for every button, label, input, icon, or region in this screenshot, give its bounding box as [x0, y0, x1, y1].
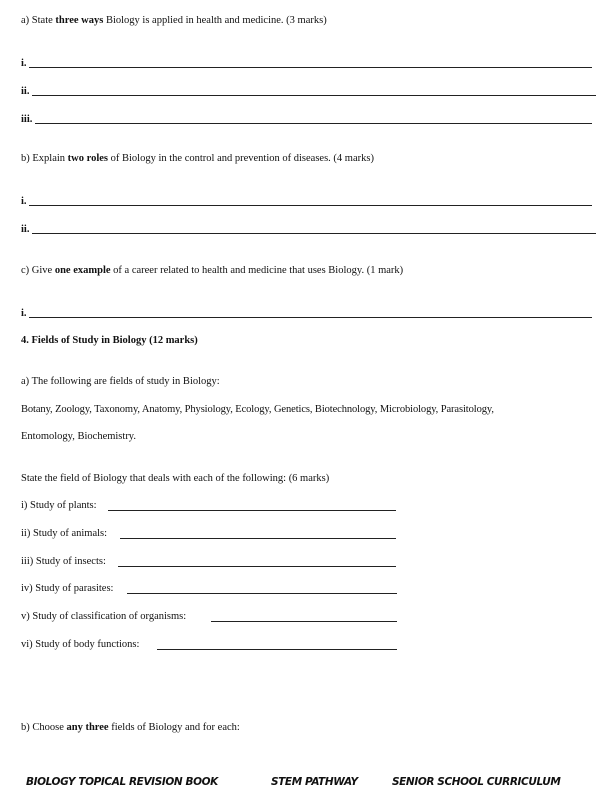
section-4-question-b [21, 721, 240, 734]
question-c [21, 264, 403, 277]
question-b-prefix: b) Explain [21, 153, 68, 164]
answer-line-b-2[interactable] [32, 233, 596, 234]
section-4-heading: 4. Fields of Study in Biology (12 marks) [21, 335, 198, 346]
item-plants: i) Study of plants: [21, 500, 97, 511]
section-4-instruction: State the field of Biology that deals with each of the following: (6 marks) [21, 473, 330, 484]
item-animals: ii) Study of animals: [21, 528, 108, 539]
question-a [21, 14, 327, 27]
question-a-suffix: Biology is applied in health and medicine. (3 marks) [103, 15, 327, 26]
section-4-question-b-emphasis: any three [66, 722, 109, 733]
answer-label-c-1: i. [21, 308, 27, 319]
answer-line-a-2[interactable] [32, 95, 596, 96]
question-b [21, 152, 374, 165]
answer-label-a-3: iii. [21, 114, 33, 125]
answer-line-a-3[interactable] [35, 123, 592, 124]
section-4-intro: a) The following are fields of study in Biology: [21, 376, 220, 387]
footer-book-title: BIOLOGY TOPICAL REVISION BOOK [26, 776, 218, 788]
answer-line-plants[interactable] [108, 510, 396, 511]
answer-line-insects[interactable] [118, 566, 396, 567]
footer-curriculum: SENIOR SCHOOL CURRICULUM [392, 776, 561, 788]
question-b-emphasis: two roles [67, 153, 108, 164]
section-4-question-b-prefix: b) Choose [21, 722, 67, 733]
answer-line-animals[interactable] [120, 538, 396, 539]
item-parasites: iv) Study of parasites: [21, 583, 114, 594]
answer-label-a-1: i. [21, 58, 27, 69]
answer-line-classification[interactable] [211, 621, 397, 622]
item-body-functions: vi) Study of body functions: [21, 639, 140, 650]
question-c-prefix: c) Give [21, 265, 55, 276]
question-a-prefix: a) State [21, 15, 56, 26]
section-4-question-b-suffix: fields of Biology and for each: [108, 722, 240, 733]
answer-line-parasites[interactable] [127, 593, 397, 594]
item-insects: iii) Study of insects: [21, 556, 106, 567]
fields-list-line-1: Botany, Zoology, Taxonomy, Anatomy, Physiology, Ecology, Genetics, Biotechnology, Microbiology, Parasitology, [21, 404, 494, 415]
answer-line-b-1[interactable] [29, 205, 592, 206]
fields-list-line-2: Entomology, Biochemistry. [21, 431, 137, 442]
question-c-suffix: of a career related to health and medicine that uses Biology. (1 mark) [110, 265, 404, 276]
answer-label-a-2: ii. [21, 86, 30, 97]
answer-line-c-1[interactable] [29, 317, 592, 318]
answer-line-a-1[interactable] [29, 67, 592, 68]
question-b-suffix: of Biology in the control and prevention of diseases. (4 marks) [108, 153, 374, 164]
question-a-emphasis: three ways [55, 15, 104, 26]
footer-pathway: STEM PATHWAY [271, 776, 358, 788]
answer-label-b-1: i. [21, 196, 27, 207]
answer-label-b-2: ii. [21, 224, 30, 235]
answer-line-body-functions[interactable] [157, 649, 397, 650]
question-c-emphasis: one example [54, 265, 111, 276]
item-classification: v) Study of classification of organisms: [21, 611, 187, 622]
